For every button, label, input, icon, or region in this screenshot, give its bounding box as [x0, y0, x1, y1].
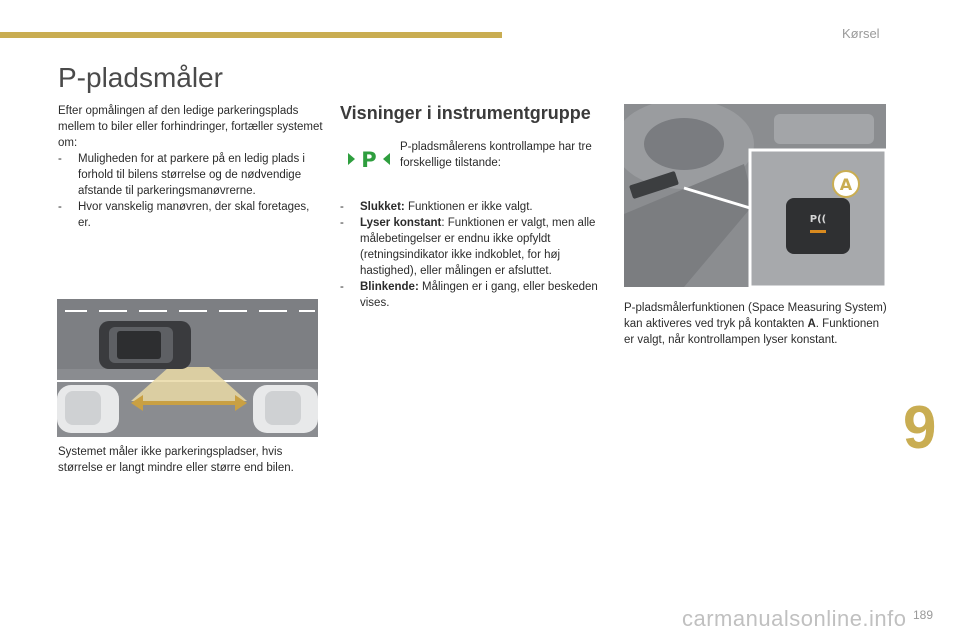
intro-block: [58, 103, 323, 231]
parking-sensor-icon: [348, 148, 390, 170]
activation-text: P-pladsmålerfunktionen (Space Measuring System) kan aktiveres ved tryk på kontakten A. Funktionen er valgt, når kontrollampen lyser konstant.: [624, 302, 887, 346]
intro-list-item: - Muligheden for at parkere på en ledig plads i forhold til bilens størrelse og de nødvendige afstande til parkeringsmanøvrerne.: [58, 153, 305, 197]
dashboard-switch-illustration: [624, 104, 886, 287]
chapter-label: Kørsel: [842, 26, 880, 41]
intro-text: Efter opmålingen af den ledige parkeringsplads mellem to biler eller forhindringer, fortæller systemet om:: [58, 105, 323, 149]
figure1-caption: Systemet måler ikke parkeringspladser, hvis størrelse er langt mindre eller større end bilen.: [58, 446, 294, 474]
indicator-states: [340, 199, 600, 311]
switch-label: P((: [809, 214, 827, 225]
page-title: P-pladsmåler: [58, 62, 223, 93]
intro-list-item: - Hvor vanskelig manøvren, der skal foretages, er.: [58, 201, 310, 229]
page-number: 189: [913, 608, 934, 622]
header-accent-bar: [0, 32, 502, 38]
state-item: - Slukket: Funktionen er ikke valgt.: [340, 201, 533, 213]
section-heading: Visninger i instrumentgruppe: [340, 103, 591, 123]
state-item: - Lyser konstant: Funktionen er valgt, men alle målebetingelser er endnu ikke opfyldt (retningsindikator ikke indkoblet, for høj hastighed), eller målingen er afsluttet.: [340, 217, 596, 277]
state-item: - Blinkende: Målingen er i gang, eller beskeden vises.: [340, 281, 598, 309]
watermark: carmanualsonline.info: [682, 606, 907, 631]
chapter-number: 9: [903, 394, 937, 461]
callout-a: A: [839, 175, 853, 194]
parking-space-illustration: [57, 299, 318, 437]
indicator-intro: P-pladsmålerens kontrollampe har tre forskellige tilstande:: [400, 141, 592, 169]
svg-text:P: P: [361, 148, 377, 170]
